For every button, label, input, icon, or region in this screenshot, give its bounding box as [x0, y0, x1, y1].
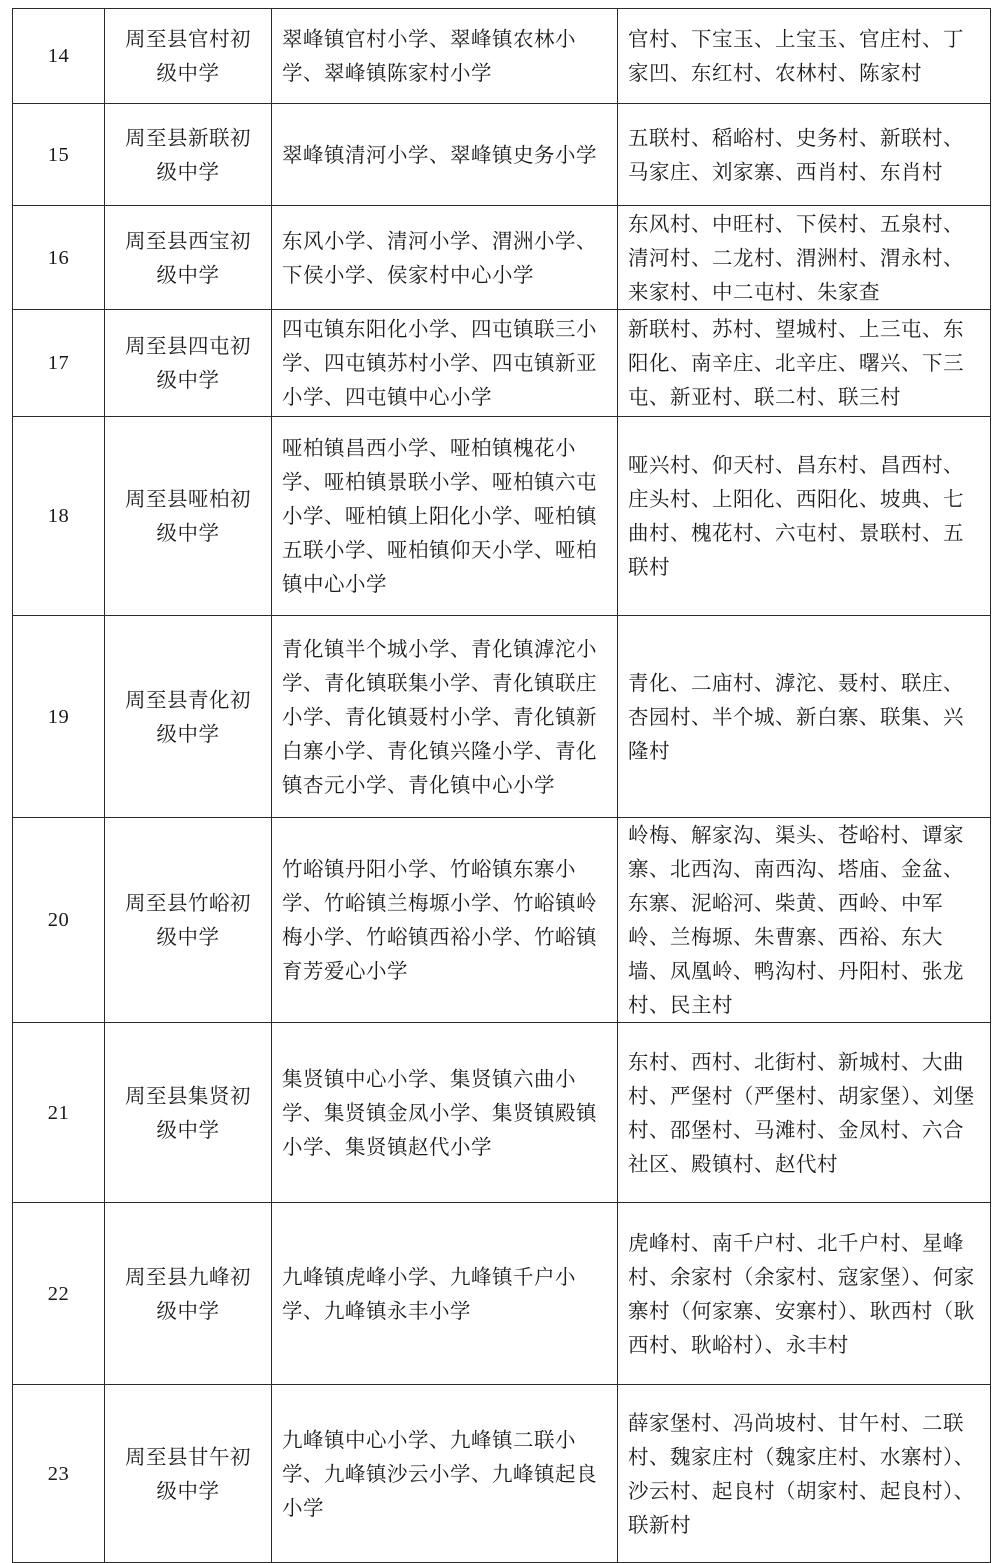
- middle-school-name: 周至县竹峪初级中学: [105, 818, 272, 1023]
- row-number: 15: [13, 104, 105, 206]
- middle-school-name: 周至县官村初级中学: [105, 9, 272, 104]
- middle-school-name: 周至县四屯初级中学: [105, 310, 272, 417]
- feeder-primary-schools: 九峰镇中心小学、九峰镇二联小学、九峰镇沙云小学、九峰镇起良小学: [272, 1385, 618, 1563]
- row-number: 14: [13, 9, 105, 104]
- table-row: [13, 1203, 991, 1385]
- row-number: 19: [13, 616, 105, 818]
- middle-school-name: 周至县西宝初级中学: [105, 206, 272, 310]
- feeder-primary-schools: 东风小学、清河小学、渭洲小学、下侯小学、侯家村中心小学: [272, 206, 618, 310]
- feeder-primary-schools: 九峰镇虎峰小学、九峰镇千户小学、九峰镇永丰小学: [272, 1203, 618, 1385]
- enrollment-villages: 五联村、稻峪村、史务村、新联村、马家庄、刘家寨、西肖村、东肖村: [618, 104, 991, 206]
- enrollment-villages: 青化、二庙村、滹沱、聂村、联庄、杏园村、半个城、新白寨、联集、兴隆村: [618, 616, 991, 818]
- row-number: 22: [13, 1203, 105, 1385]
- middle-school-name: 周至县青化初级中学: [105, 616, 272, 818]
- table-row: [13, 417, 991, 616]
- row-number: 21: [13, 1023, 105, 1203]
- table-row: [13, 206, 991, 310]
- enrollment-villages: 虎峰村、南千户村、北千户村、星峰村、余家村（余家村、寇家堡）、何家寨村（何家寨、安寨村）、耿西村（耿西村、耿峪村）、永丰村: [618, 1203, 991, 1385]
- enrollment-villages: 官村、下宝玉、上宝玉、官庄村、丁家凹、东红村、农林村、陈家村: [618, 9, 991, 104]
- enrollment-villages: 薛家堡村、冯尚坡村、甘午村、二联村、魏家庄村（魏家庄村、水寨村）、沙云村、起良村（胡家村、起良村）、联新村: [618, 1385, 991, 1563]
- enrollment-villages: 岭梅、解家沟、渠头、苍峪村、谭家寨、北西沟、南西沟、塔庙、金盆、东寨、泥峪河、柴黄、西岭、中军岭、兰梅塬、朱曹寨、西裕、东大墙、凤凰岭、鸭沟村、丹阳村、张龙村、民主村: [618, 818, 991, 1023]
- table-row: [13, 104, 991, 206]
- enrollment-villages: 新联村、苏村、望城村、上三屯、东阳化、南辛庄、北辛庄、曙兴、下三屯、新亚村、联二村、联三村: [618, 310, 991, 417]
- feeder-primary-schools: 翠峰镇官村小学、翠峰镇农林小学、翠峰镇陈家村小学: [272, 9, 618, 104]
- table-row: [13, 818, 991, 1023]
- enrollment-villages: 东风村、中旺村、下侯村、五泉村、清河村、二龙村、渭洲村、渭永村、来家村、中二屯村、朱家查: [618, 206, 991, 310]
- middle-school-name: 周至县集贤初级中学: [105, 1023, 272, 1203]
- row-number: 17: [13, 310, 105, 417]
- middle-school-name: 周至县九峰初级中学: [105, 1203, 272, 1385]
- table-row: [13, 310, 991, 417]
- row-number: 20: [13, 818, 105, 1023]
- feeder-primary-schools: 四屯镇东阳化小学、四屯镇联三小学、四屯镇苏村小学、四屯镇新亚小学、四屯镇中心小学: [272, 310, 618, 417]
- table-row: [13, 9, 991, 104]
- school-zone-table: [12, 8, 991, 1563]
- feeder-primary-schools: 集贤镇中心小学、集贤镇六曲小学、集贤镇金凤小学、集贤镇殿镇小学、集贤镇赵代小学: [272, 1023, 618, 1203]
- row-number: 18: [13, 417, 105, 616]
- row-number: 23: [13, 1385, 105, 1563]
- middle-school-name: 周至县新联初级中学: [105, 104, 272, 206]
- feeder-primary-schools: 青化镇半个城小学、青化镇滹沱小学、青化镇联集小学、青化镇联庄小学、青化镇聂村小学、青化镇新白寨小学、青化镇兴隆小学、青化镇杏元小学、青化镇中心小学: [272, 616, 618, 818]
- middle-school-name: 周至县哑柏初级中学: [105, 417, 272, 616]
- enrollment-villages: 哑兴村、仰天村、昌东村、昌西村、庄头村、上阳化、西阳化、坡典、七曲村、槐花村、六屯村、景联村、五联村: [618, 417, 991, 616]
- feeder-primary-schools: 竹峪镇丹阳小学、竹峪镇东寨小学、竹峪镇兰梅塬小学、竹峪镇岭梅小学、竹峪镇西裕小学、竹峪镇育芳爱心小学: [272, 818, 618, 1023]
- feeder-primary-schools: 哑柏镇昌西小学、哑柏镇槐花小学、哑柏镇景联小学、哑柏镇六屯小学、哑柏镇上阳化小学、哑柏镇五联小学、哑柏镇仰天小学、哑柏镇中心小学: [272, 417, 618, 616]
- table-row: [13, 616, 991, 818]
- row-number: 16: [13, 206, 105, 310]
- feeder-primary-schools: 翠峰镇清河小学、翠峰镇史务小学: [272, 104, 618, 206]
- table-row: [13, 1023, 991, 1203]
- enrollment-villages: 东村、西村、北街村、新城村、大曲村、严堡村（严堡村、胡家堡）、刘堡村、邵堡村、马滩村、金凤村、六合社区、殿镇村、赵代村: [618, 1023, 991, 1203]
- table-row: [13, 1385, 991, 1563]
- middle-school-name: 周至县甘午初级中学: [105, 1385, 272, 1563]
